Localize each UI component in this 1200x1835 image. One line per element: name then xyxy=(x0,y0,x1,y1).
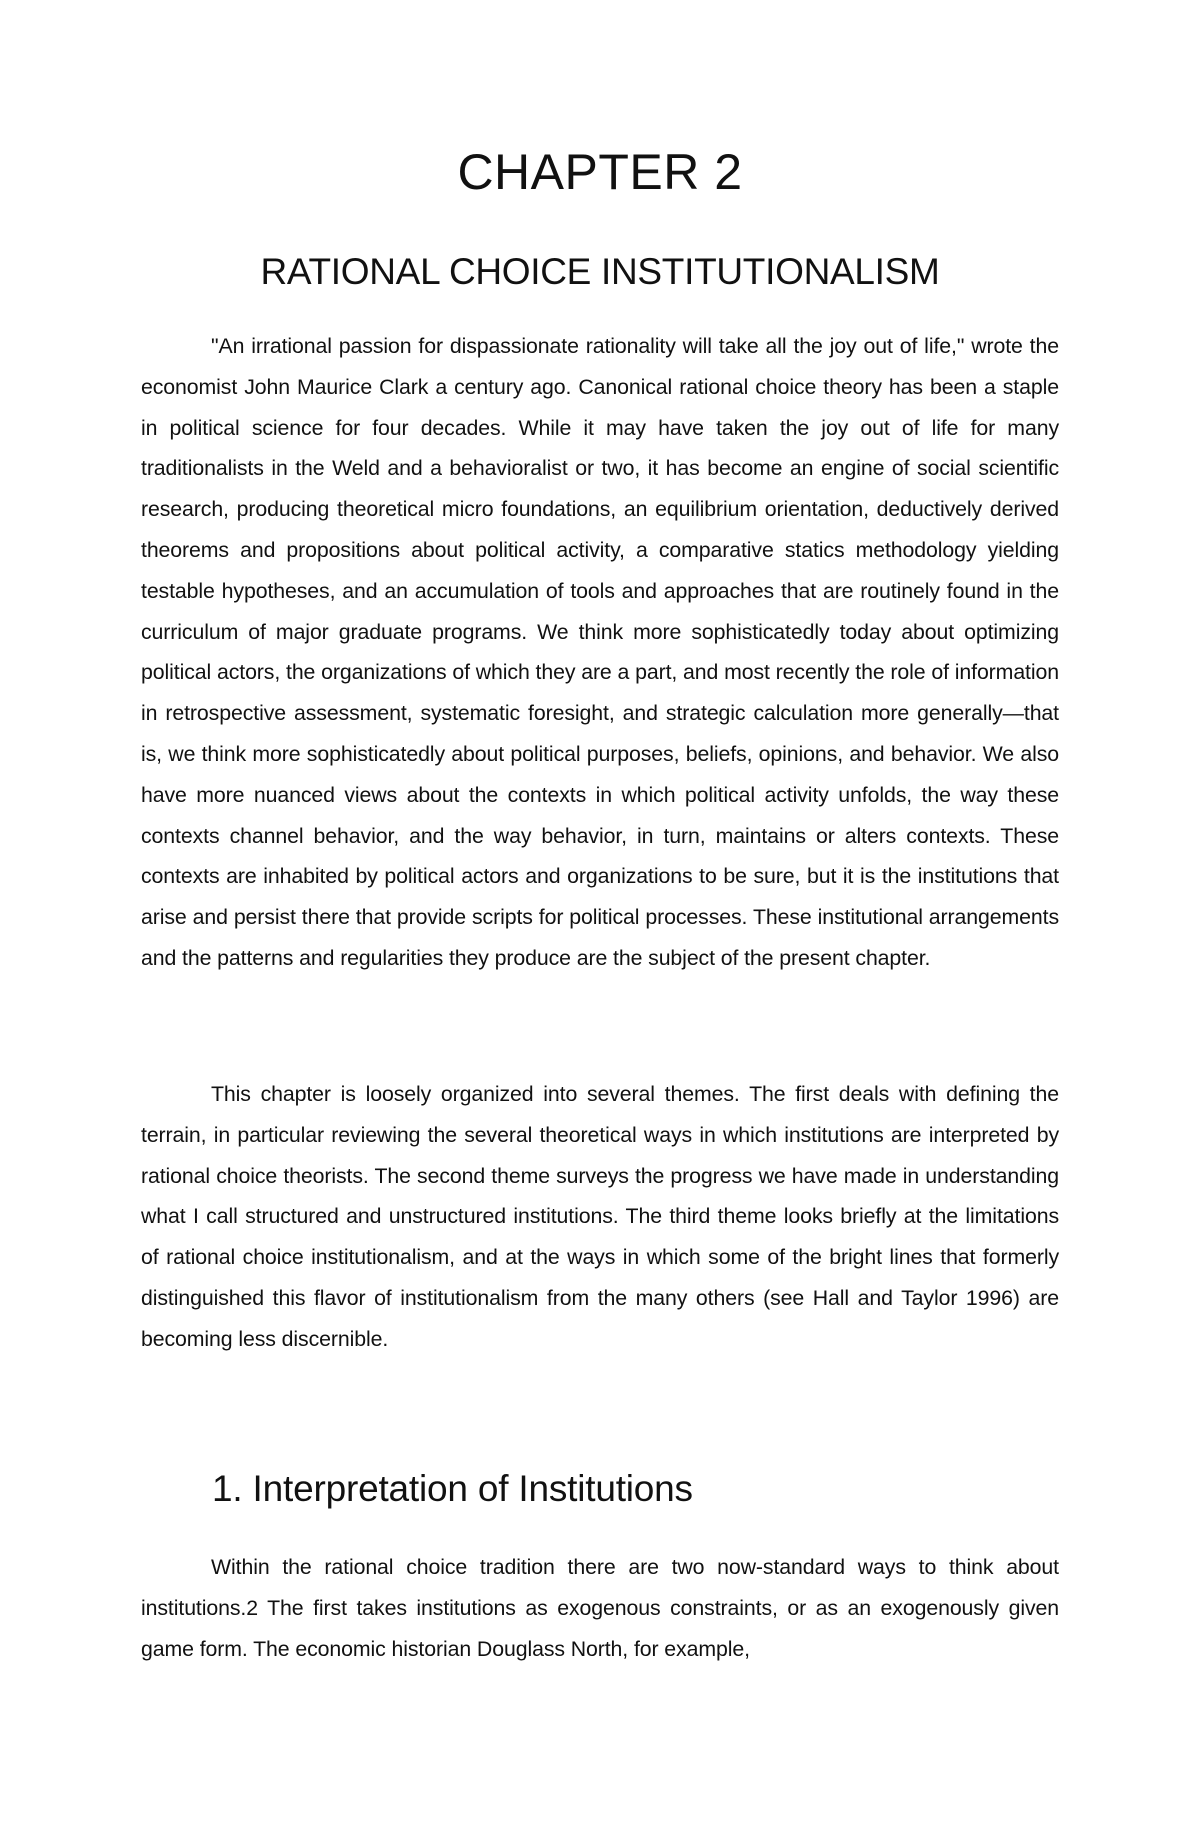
body-paragraph-intro: "An irrational passion for dispassionate rationality will take all the joy out of life," wrote the economist John Maurice Clark a century ago. Canonical rational choice theory has been a staple in political science for four decades. While it may have taken the joy out of life for many traditionalists in the Weld and a behavioralist or two, it has become an engine of social scientific research, producing theoretical micro foundations, an equilibrium orientation, deductively derived theorems and propositions about political activity, a comparative statics methodology yielding testable hypotheses, and an accumulation of tools and approaches that are routinely found in the curriculum of major graduate programs. We think more sophisticatedly today about optimizing political actors, the organizations of which they are a part, and most recently the role of information in retrospective assessment, systematic foresight, and strategic calculation more generally—that is, we think more sophisticatedly about political purposes, beliefs, opinions, and behavior. We also have more nuanced views about the contexts in which political activity unfolds, the way these contexts channel behavior, and the way behavior, in turn, maintains or alters contexts. These contexts are inhabited by political actors and organizations to be sure, but it is the institutions that arise and persist there that provide scripts for political processes. These institutional arrangements and the patterns and regularities they produce are the subject of the present chapter. xyxy=(141,334,1059,970)
section-heading: 1. Interpretation of Institutions xyxy=(212,1468,693,1509)
body-paragraph-themes: This chapter is loosely organized into several themes. The first deals with defining the terrain, in particular reviewing the several theoretical ways in which institutions are interpreted by rational choice theorists. The second theme surveys the progress we have made in understanding what I call structured and unstructured institutions. The third theme looks briefly at the limitations of rational choice institutionalism, and at the ways in which some of the bright lines that formerly distinguished this flavor of institutionalism from the many others (see Hall and Taylor 1996) are becoming less discernible. xyxy=(141,1082,1059,1351)
chapter-number: CHAPTER 2 xyxy=(457,144,743,200)
chapter-title: RATIONAL CHOICE INSTITUTIONALISM xyxy=(260,251,940,292)
body-paragraph-section-1: Within the rational choice tradition there are two now-standard ways to think about institutions.2 The first takes institutions as exogenous constraints, or as an exogenously given game form. The economic historian Douglass North, for example, xyxy=(141,1555,1059,1661)
